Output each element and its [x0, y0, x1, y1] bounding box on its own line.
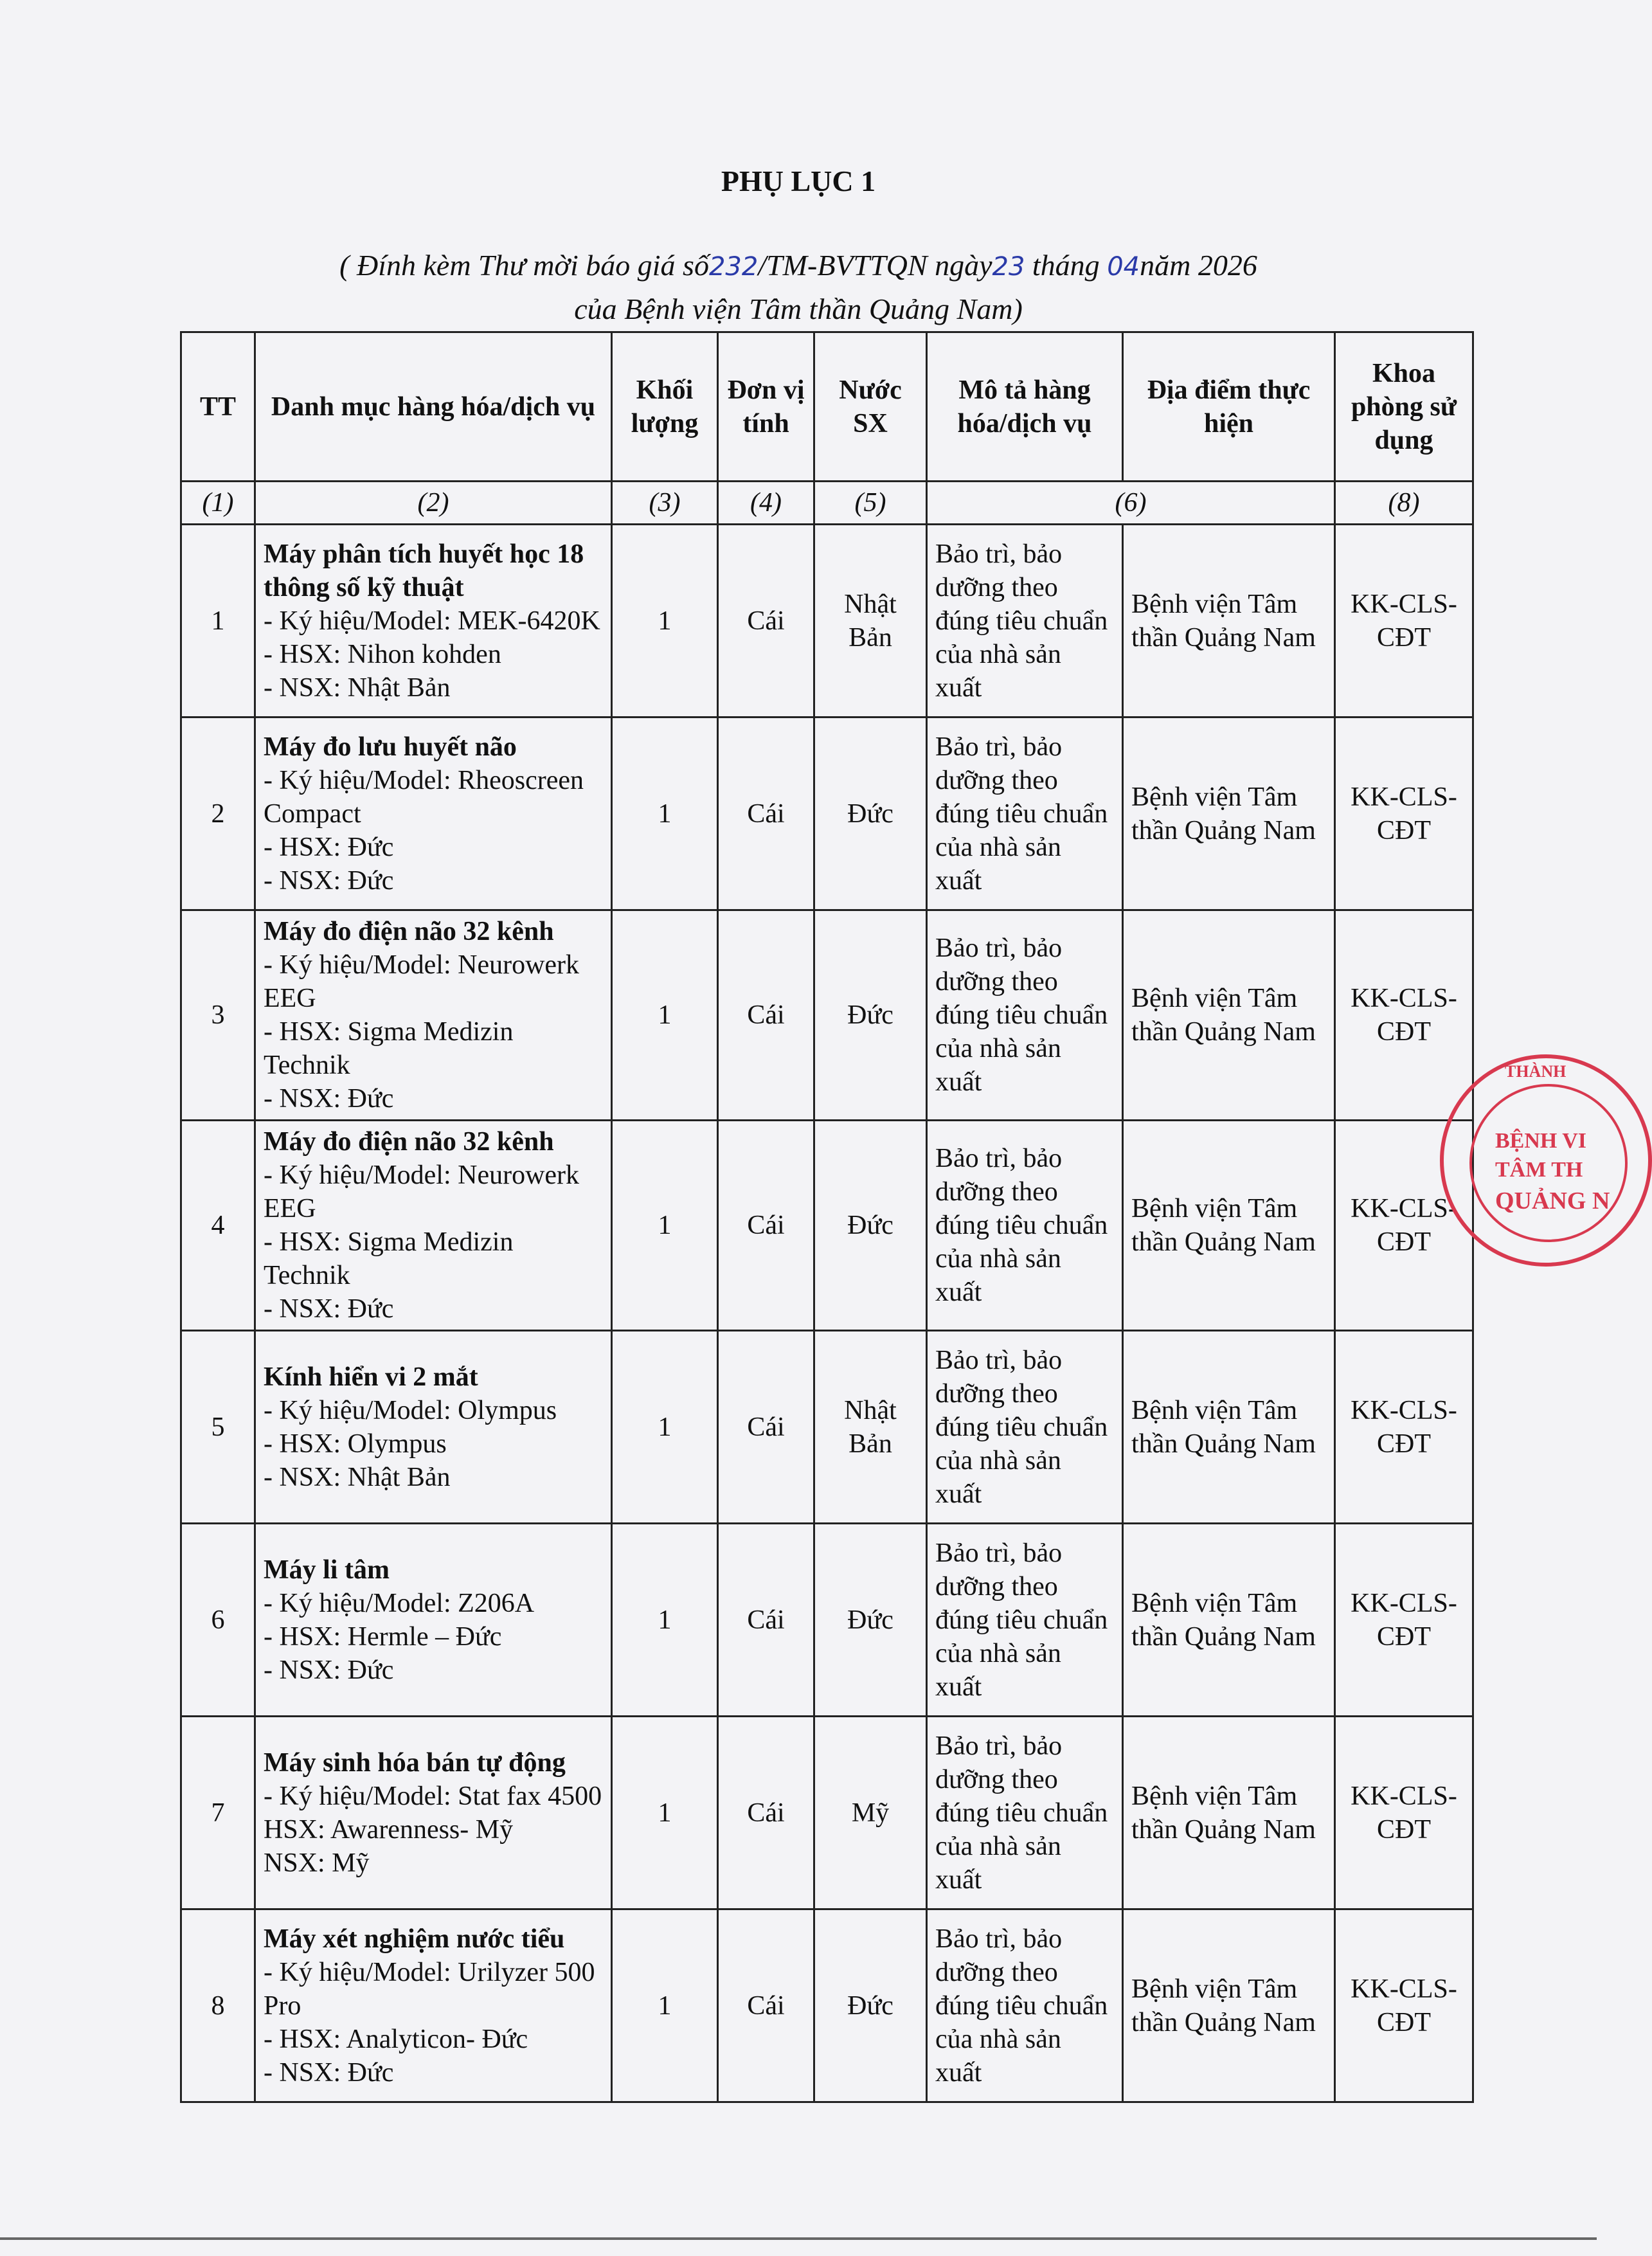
item-detail: - NSX: Đức: [264, 1655, 394, 1685]
table-row: [181, 1331, 1473, 1524]
stamp-arc-text: THÀNH: [1505, 1062, 1567, 1081]
item-detail: - NSX: Nhật Bản: [264, 1462, 451, 1492]
location: Bệnh viện Tâm thần Quảng Nam: [1123, 525, 1335, 717]
item-cell: [255, 525, 612, 717]
item-name: Kính hiển vi 2 mắt: [264, 1362, 478, 1392]
item-detail: - HSX: Sigma Medizin Technik: [264, 1017, 514, 1080]
department: KK-CLS-CĐT: [1335, 1121, 1473, 1331]
item-detail: - Ký hiệu/Model: Rheoscreen Compact: [264, 765, 584, 829]
row-number: 7: [181, 1717, 255, 1909]
column-number: (5): [814, 482, 927, 525]
row-number: 5: [181, 1331, 255, 1524]
row-number: 3: [181, 910, 255, 1121]
item-name: Máy đo điện não 32 kênh: [264, 1127, 554, 1157]
description: Bảo trì, bảo dưỡng theo đúng tiêu chuẩn của nhà sản xuất: [927, 525, 1123, 717]
department: KK-CLS-CĐT: [1335, 1717, 1473, 1909]
department: KK-CLS-CĐT: [1335, 717, 1473, 910]
unit: Cái: [718, 910, 814, 1121]
department: KK-CLS-CĐT: [1335, 1909, 1473, 2102]
unit: Cái: [718, 1717, 814, 1909]
item-name: Máy li tâm: [264, 1555, 390, 1585]
country: Nhật Bản: [814, 525, 927, 717]
quantity: 1: [612, 1331, 718, 1524]
subtitle-text: tháng: [1025, 249, 1108, 282]
description: Bảo trì, bảo dưỡng theo đúng tiêu chuẩn của nhà sản xuất: [927, 1909, 1123, 2102]
location: Bệnh viện Tâm thần Quảng Nam: [1123, 1909, 1335, 2102]
department: KK-CLS-CĐT: [1335, 525, 1473, 717]
item-detail: - HSX: Nihon kohden: [264, 639, 501, 669]
row-number: 8: [181, 1909, 255, 2102]
handwritten-day: 23: [992, 252, 1025, 282]
item-cell: [255, 717, 612, 910]
column-header: Nước SX: [814, 332, 927, 482]
item-cell: [255, 1121, 612, 1331]
unit: Cái: [718, 525, 814, 717]
column-header: Đơn vị tính: [718, 332, 814, 482]
row-number: 2: [181, 717, 255, 910]
item-detail: - Ký hiệu/Model: Olympus: [264, 1395, 557, 1425]
row-number: 4: [181, 1121, 255, 1331]
description: Bảo trì, bảo dưỡng theo đúng tiêu chuẩn của nhà sản xuất: [927, 910, 1123, 1121]
quantity: 1: [612, 1121, 718, 1331]
item-detail: - HSX: Đức: [264, 832, 394, 862]
item-detail: - NSX: Đức: [264, 865, 394, 896]
country: Đức: [814, 1909, 927, 2102]
handwritten-number: 232: [708, 252, 759, 282]
item-detail: - HSX: Sigma Medizin Technik: [264, 1227, 514, 1290]
column-number: (3): [612, 482, 718, 525]
item-name: Máy đo lưu huyết não: [264, 732, 517, 762]
unit: Cái: [718, 1331, 814, 1524]
table-row: [181, 717, 1473, 910]
column-number: (8): [1335, 482, 1473, 525]
table-row: [181, 525, 1473, 717]
subtitle-line-2: của Bệnh viện Tâm thần Quảng Nam): [574, 293, 1023, 325]
item-detail: NSX: Mỹ: [264, 1848, 370, 1878]
subtitle-text: năm 2026: [1140, 249, 1257, 282]
description: Bảo trì, bảo dưỡng theo đúng tiêu chuẩn của nhà sản xuất: [927, 1121, 1123, 1331]
description: Bảo trì, bảo dưỡng theo đúng tiêu chuẩn của nhà sản xuất: [927, 717, 1123, 910]
item-detail: - NSX: Đức: [264, 1084, 394, 1114]
item-detail: - Ký hiệu/Model: Stat fax 4500: [264, 1781, 602, 1811]
description: Bảo trì, bảo dưỡng theo đúng tiêu chuẩn của nhà sản xuất: [927, 1331, 1123, 1524]
column-number-row: [181, 482, 1473, 525]
item-detail: - NSX: Đức: [264, 2057, 394, 2088]
handwritten-month: 04: [1107, 252, 1140, 282]
column-number: (4): [718, 482, 814, 525]
item-detail: - Ký hiệu/Model: Urilyzer 500 Pro: [264, 1957, 595, 2021]
location: Bệnh viện Tâm thần Quảng Nam: [1123, 1121, 1335, 1331]
column-number: (2): [255, 482, 612, 525]
country: Đức: [814, 910, 927, 1121]
quantity: 1: [612, 910, 718, 1121]
location: Bệnh viện Tâm thần Quảng Nam: [1123, 1331, 1335, 1524]
item-name: Máy xét nghiệm nước tiểu: [264, 1924, 565, 1954]
department: KK-CLS-CĐT: [1335, 1331, 1473, 1524]
country: Đức: [814, 1121, 927, 1331]
quantity: 1: [612, 1717, 718, 1909]
item-detail: - Ký hiệu/Model: MEK-6420K: [264, 606, 600, 636]
item-cell: [255, 1524, 612, 1717]
column-header: Khoa phòng sử dụng: [1335, 332, 1473, 482]
country: Nhật Bản: [814, 1331, 927, 1524]
table-row: [181, 1121, 1473, 1331]
department: KK-CLS-CĐT: [1335, 1524, 1473, 1717]
item-cell: [255, 1909, 612, 2102]
item-cell: [255, 1331, 612, 1524]
column-header: Danh mục hàng hóa/dịch vụ: [255, 332, 612, 482]
item-cell: [255, 910, 612, 1121]
item-detail: - HSX: Analyticon- Đức: [264, 2024, 528, 2054]
column-number: (1): [181, 482, 255, 525]
unit: Cái: [718, 1121, 814, 1331]
country: Mỹ: [814, 1717, 927, 1909]
table-row: [181, 1717, 1473, 1909]
item-detail: - Ký hiệu/Model: Neurowerk EEG: [264, 950, 580, 1013]
table-header-row: [181, 332, 1473, 482]
item-detail: - NSX: Nhật Bản: [264, 672, 451, 703]
row-number: 6: [181, 1524, 255, 1717]
item-cell: [255, 1717, 612, 1909]
item-detail: - HSX: Hermle – Đức: [264, 1621, 502, 1652]
location: Bệnh viện Tâm thần Quảng Nam: [1123, 1717, 1335, 1909]
table-row: [181, 910, 1473, 1121]
location: Bệnh viện Tâm thần Quảng Nam: [1123, 1524, 1335, 1717]
unit: Cái: [718, 1524, 814, 1717]
equipment-table: [180, 331, 1474, 2103]
subtitle-line-1: [0, 244, 1597, 288]
country: Đức: [814, 717, 927, 910]
item-detail: HSX: Awarenness- Mỹ: [264, 1814, 514, 1845]
quantity: 1: [612, 1524, 718, 1717]
description: Bảo trì, bảo dưỡng theo đúng tiêu chuẩn của nhà sản xuất: [927, 1524, 1123, 1717]
table-row: [181, 1524, 1473, 1717]
column-header: Khối lượng: [612, 332, 718, 482]
quantity: 1: [612, 525, 718, 717]
stamp-text: QUẢNG N: [1495, 1187, 1610, 1214]
unit: Cái: [718, 717, 814, 910]
row-number: 1: [181, 525, 255, 717]
item-detail: - HSX: Olympus: [264, 1429, 447, 1459]
column-header: Địa điểm thực hiện: [1123, 332, 1335, 482]
subtitle-text: /TM-BVTTQN ngày: [758, 249, 992, 282]
unit: Cái: [718, 1909, 814, 2102]
location: Bệnh viện Tâm thần Quảng Nam: [1123, 717, 1335, 910]
document-subtitle: [0, 244, 1597, 330]
hospital-stamp: [1440, 1054, 1652, 1267]
stamp-text: TÂM TH: [1495, 1158, 1583, 1182]
country: Đức: [814, 1524, 927, 1717]
column-header: TT: [181, 332, 255, 482]
column-number: (6): [927, 482, 1335, 525]
page-title: PHỤ LỤC 1: [721, 165, 876, 197]
quantity: 1: [612, 717, 718, 910]
department: KK-CLS-CĐT: [1335, 910, 1473, 1121]
subtitle-text: ( Đính kèm Thư mời báo giá số: [339, 249, 709, 282]
stamp-text: BỆNH VI: [1495, 1129, 1587, 1153]
item-name: Máy đo điện não 32 kênh: [264, 917, 554, 946]
item-name: Máy sinh hóa bán tự động: [264, 1747, 566, 1778]
item-detail: - NSX: Đức: [264, 1294, 394, 1324]
column-header: Mô tả hàng hóa/dịch vụ: [927, 332, 1123, 482]
description: Bảo trì, bảo dưỡng theo đúng tiêu chuẩn của nhà sản xuất: [927, 1717, 1123, 1909]
item-name: Máy phân tích huyết học 18 thông số kỹ thuật: [264, 539, 584, 602]
location: Bệnh viện Tâm thần Quảng Nam: [1123, 910, 1335, 1121]
scan-edge: [0, 2237, 1597, 2240]
quantity: 1: [612, 1909, 718, 2102]
item-detail: - Ký hiệu/Model: Z206A: [264, 1588, 535, 1618]
table-row: [181, 1909, 1473, 2102]
item-detail: - Ký hiệu/Model: Neurowerk EEG: [264, 1160, 580, 1223]
